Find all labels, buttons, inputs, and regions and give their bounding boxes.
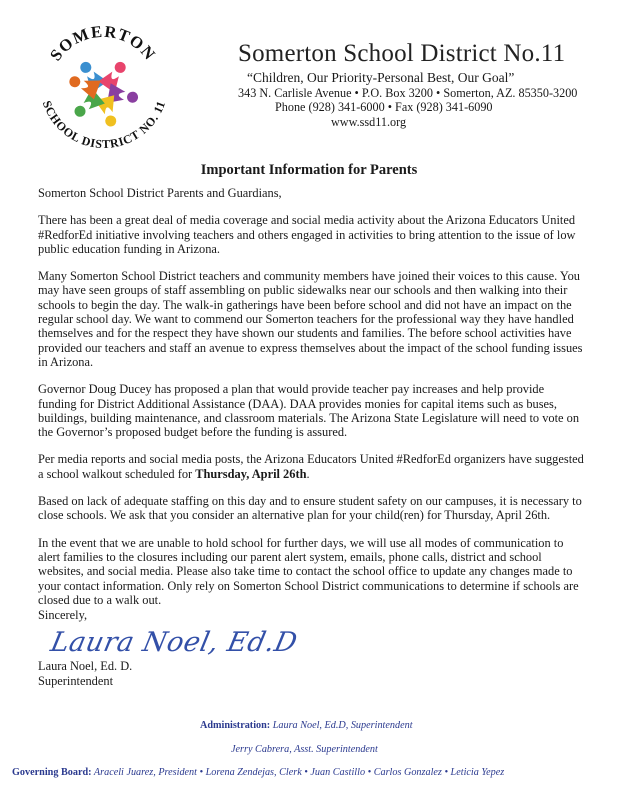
footer-asst-superintendent: Jerry Cabrera, Asst. Superintendent: [231, 744, 378, 755]
signer: [38, 659, 132, 688]
paragraph-4-text: Per media reports and social media posts, the Arizona Educators United #RedforEd organizers have suggested a school walkout scheduled for: [38, 452, 584, 481]
paragraph-6: In the event that we are unable to hold school for further days, we will use all modes of communication to alert families to the closures including our parent alert system, emails, phone calls, district and school websites, and social media. Please also take time to contact the school office to update any changes made to your contact information. Only rely on Somerton School District communications to determine if schools are closed due to a walk out.: [38, 535, 579, 607]
paragraph-4: [38, 452, 584, 481]
svg-text:Laura Noel, Ed.D: Laura Noel, Ed.D: [47, 627, 301, 658]
logo-top-text: SOMERTON: [45, 21, 161, 65]
signer-name: Laura Noel, Ed. D.: [38, 659, 133, 673]
signer-position: Superintendent: [38, 673, 114, 688]
paragraph-2: Many Somerton School District teachers and community members have joined their voices to this cause. You may have seen groups of staff assembling on public sidewalks near our schools and then walking into their schools to begin the day. The walk-in gatherings have been before school and did not have an impact on the regular school day. We want to commend our Somerton teachers for the professional way they have handled themselves and for the respect they have shown our students and families. The before school activities have provided our teachers and staff an avenue to express themselves about the impact of the school funding issues in Arizona.: [38, 269, 583, 369]
district-name: Somerton School District No.11: [238, 40, 566, 67]
logo-bottom-text: SCHOOL DISTRICT NO. 11: [39, 98, 169, 152]
district-phone: Phone (928) 341-6000 • Fax (928) 341-6090: [275, 100, 493, 114]
letter-salutation: Somerton School District Parents and Guardians,: [38, 186, 282, 200]
paragraph-1: There has been a great deal of media coverage and social media activity about the Arizona Educators United #RedforEd initiative involving teachers and others engaged in activities to bring attention to the issue of low public education funding in Arizona.: [38, 213, 576, 256]
district-website[interactable]: www.ssd11.org: [331, 115, 407, 129]
footer-administration: [200, 720, 413, 731]
handwritten-signature: [47, 615, 301, 665]
board-label: Governing Board:: [12, 767, 92, 778]
walkout-date: Thursday, April 26th: [195, 466, 307, 481]
district-logo: [28, 18, 178, 160]
closing: Sincerely,: [38, 608, 88, 622]
paragraph-3: Governor Doug Ducey has proposed a plan that would provide teacher pay increases and help provide funding for District Additional Assistance (DAA). DAA provides monies for capital items such as buses, buildings, building maintenance, and classroom materials. The Arizona State Legislature will need to vote on the Governor’s proposed budget before the funding is assured.: [38, 382, 580, 440]
paragraph-5: Based on lack of adequate staffing on this day and to ensure student safety on our campuses, it is necessary to close schools. We ask that you consider an alternative plan for your child(ren) for Thursday, April 26th.: [38, 494, 582, 523]
logo-figures: [66, 57, 139, 129]
district-motto: “Children, Our Priority-Personal Best, Our Goal”: [247, 70, 515, 85]
admin-label: Administration:: [200, 720, 271, 731]
admin-value: Laura Noel, Ed.D, Superintendent: [272, 720, 413, 731]
board-value: Araceli Juarez, President • Lorena Zendejas, Clerk • Juan Castillo • Carlos Gonzalez • Leticia Yepez: [93, 767, 505, 778]
letter-title: Important Information for Parents: [200, 162, 418, 178]
letter-body: [38, 186, 584, 620]
footer-governing-board: [12, 767, 504, 778]
district-address: 343 N. Carlisle Avenue • P.O. Box 3200 • Somerton, AZ. 85350-3200: [238, 86, 578, 100]
paragraph-4-end: .: [306, 466, 310, 481]
